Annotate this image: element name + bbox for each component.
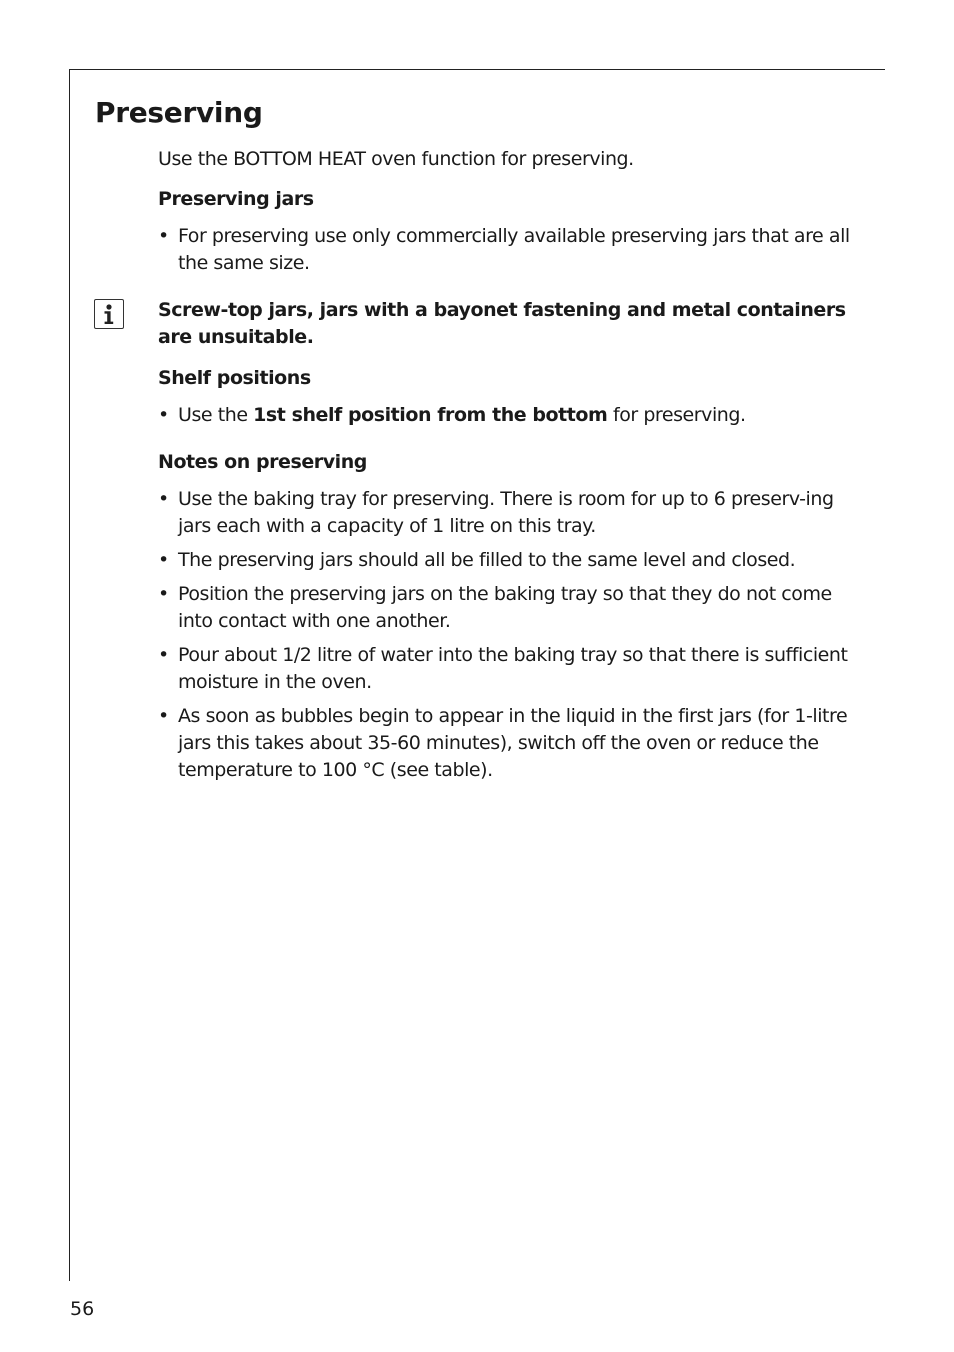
list-item: • The preserving jars should all be filled to the same level and closed. — [158, 547, 858, 574]
list-item: • Pour about 1/2 litre of water into the baking tray so that there is sufficient moisture in the oven. — [158, 642, 858, 696]
intro-text: Use the BOTTOM HEAT oven function for preserving. — [158, 148, 634, 170]
shelf-positions-heading: Shelf positions — [158, 367, 311, 389]
list-item — [158, 402, 858, 429]
preserving-jars-list — [158, 223, 858, 277]
list-item: • For preserving use only commercially available preserving jars that are all the same size. — [158, 223, 858, 277]
page-frame-top-rule — [69, 69, 885, 70]
notes-heading: Notes on preserving — [158, 451, 367, 473]
shelf-bullet-emphasis: 1st shelf position from the bottom — [253, 404, 608, 426]
warning-text: Screw-top jars, jars with a bayonet fastening and metal containers are unsuitable. — [158, 299, 846, 348]
page-frame-left-rule — [69, 69, 70, 1281]
list-item: • As soon as bubbles begin to appear in the liquid in the first jars (for 1-litre jars this takes about 35-60 minutes), switch off the oven or reduce the temperature to 100 °C (see table). — [158, 703, 858, 784]
preserving-jars-heading: Preserving jars — [158, 188, 314, 210]
page-content — [158, 146, 858, 804]
page-number: 56 — [70, 1298, 95, 1320]
shelf-positions-list — [158, 402, 858, 429]
info-icon — [94, 299, 124, 329]
shelf-bullet-prefix: Use the — [178, 404, 254, 426]
shelf-bullet-suffix: for preserving. — [607, 404, 746, 426]
unsuitable-containers-warning — [158, 297, 858, 351]
list-item: • Position the preserving jars on the baking tray so that they do not come into contact with one another. — [158, 581, 858, 635]
notes-list — [158, 486, 858, 784]
list-item: • Use the baking tray for preserving. There is room for up to 6 preserv-ing jars each with a capacity of 1 litre on this tray. — [158, 486, 858, 540]
page-title: Preserving — [95, 96, 263, 129]
